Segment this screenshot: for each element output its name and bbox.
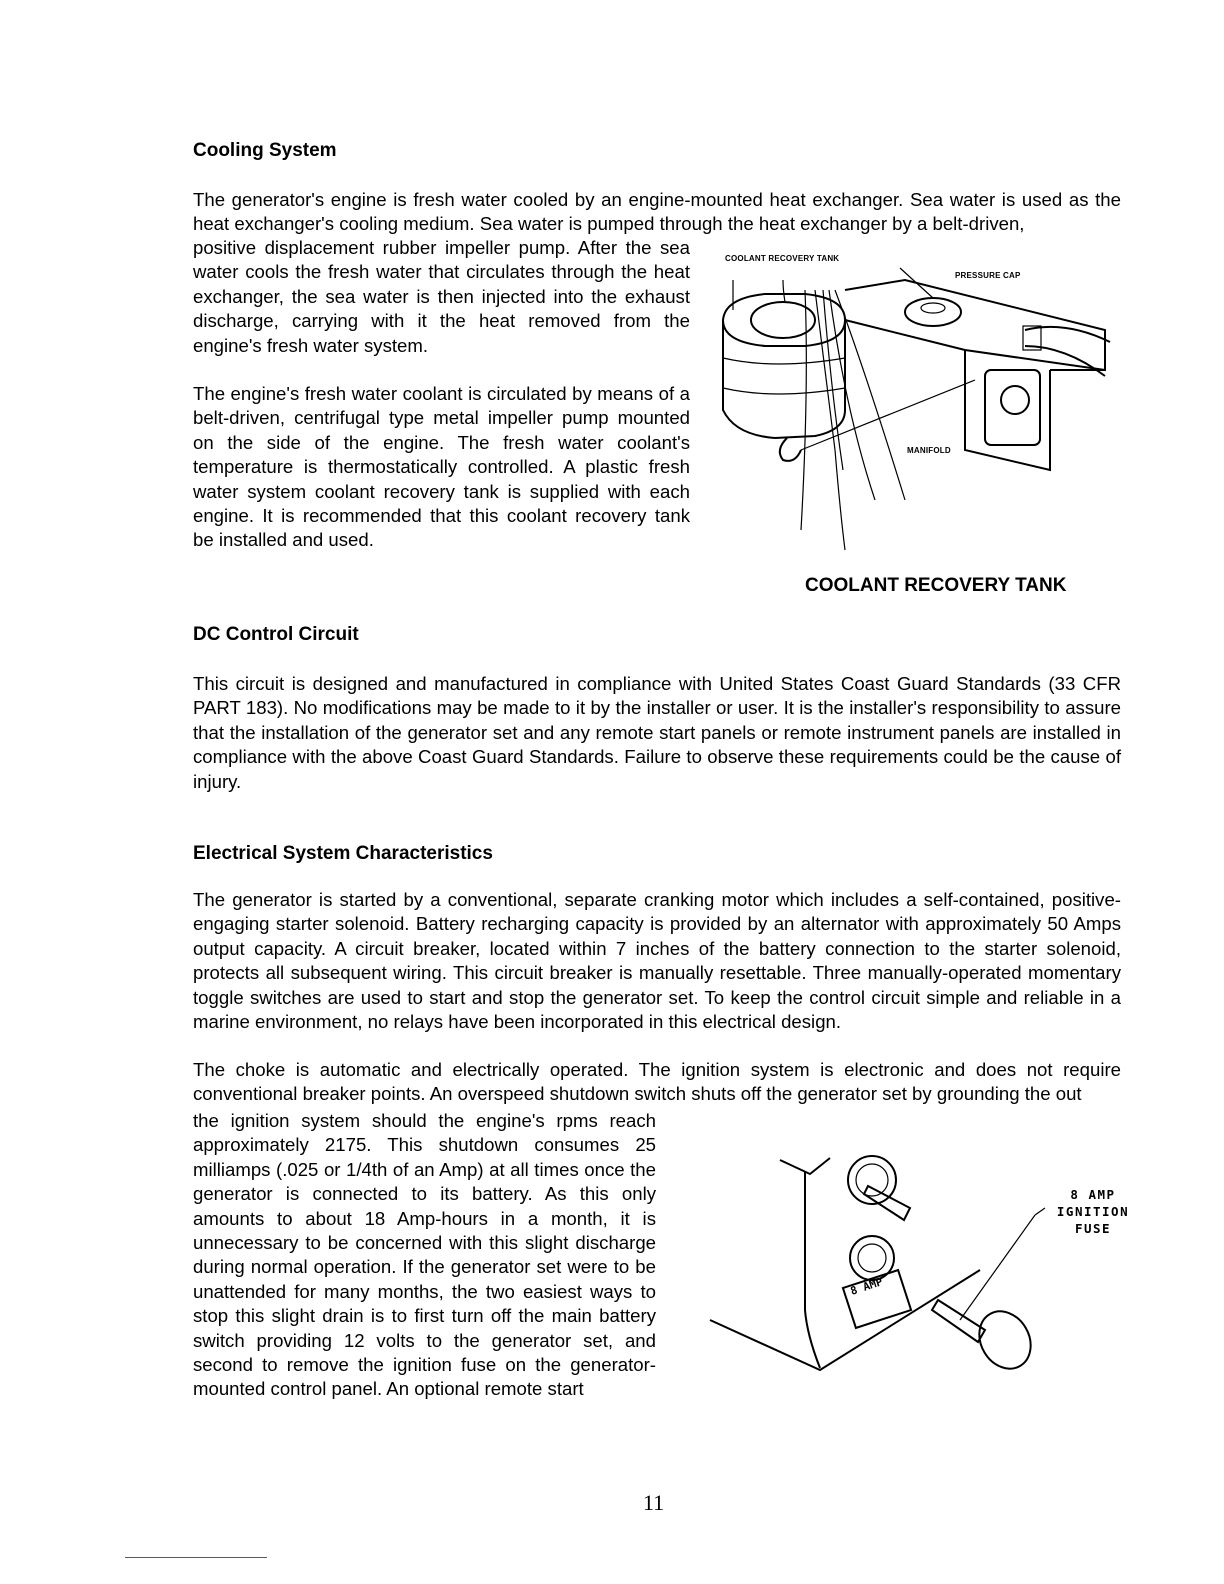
fuse-leader: [960, 1215, 1035, 1320]
fuse-callout-line-3: FUSE: [1074, 1221, 1112, 1236]
dc-heading: DC Control Circuit: [193, 624, 359, 645]
manifold-top: [845, 280, 1105, 370]
housing-bolt: [1001, 386, 1029, 414]
label-manifold: MANIFOLD: [907, 446, 951, 455]
cooling-intro: The generator's engine is fresh water cooled by an engine-mounted heat exchanger. Sea water is used as the heat exchanger's cooling medium. Sea water is pumped through the heat exchanger by a belt-driven,: [193, 189, 1121, 235]
cooling-heading: Cooling System: [193, 140, 337, 161]
coolant-tank-drawing: [705, 250, 1120, 570]
cap-leader: [900, 268, 933, 298]
electrical-para-2-full: The choke is automatic and electrically operated. The ignition system is electronic and does not require conventional breaker points. An overspeed shutdown switch shuts off the generator set by grounding the out: [193, 1059, 1121, 1105]
fuse-callout-line-1: 8 AMP: [1070, 1187, 1116, 1202]
label-coolant-tank: COOLANT RECOVERY TANK: [725, 254, 840, 263]
fuse-plate-text: 8 AMP: [848, 1275, 885, 1298]
fuse-cap: [969, 1302, 1041, 1378]
panel-edge: [805, 1172, 820, 1368]
pressure-cap-center: [921, 303, 945, 313]
tank-hose: [780, 438, 801, 461]
fuse-callout: [1038, 1186, 1148, 1237]
toggle-switch-inner: [856, 1164, 888, 1196]
tank-ribs: [723, 358, 845, 394]
manifold-face: [965, 350, 1050, 470]
footer-rule: [125, 1557, 267, 1558]
ignition-fuse-figure: [700, 1150, 1160, 1380]
electrical-heading: Electrical System Characteristics: [193, 843, 493, 864]
label-pressure-cap: PRESSURE CAP: [955, 271, 1021, 280]
fuse-holder-inner: [858, 1244, 886, 1272]
pressure-cap: [905, 298, 961, 326]
hoses: [801, 290, 905, 550]
panel-bottom: [710, 1270, 980, 1370]
thermostat-housing: [985, 370, 1040, 445]
fuse-body: [932, 1300, 985, 1342]
electrical-para-2-narrow: the ignition system should the engine's rpms reach approximately 2175. This shutdown consumes 25 milliamps (.025 or 1/4th of an Amp) at all times once the generator is connected to its battery. As this only amounts to about 18 Amp-hours in a month, it is unnecessary to be concerned with this slight discharge during normal operation. If the generator set were to be unattended for many months, the two easiest ways to stop this slight drain is to first turn off the main battery switch providing 12 volts to the generator set, and second to remove the ignition fuse on the generator-mounted control panel. An optional remote start: [193, 1110, 656, 1400]
cooling-para-1: positive displacement rubber impeller pump. After the sea water cools the fresh water that circulates through the heat exchanger, the sea water is then injected into the exhaust discharge, carrying with it the heat removed from the engine's fresh water system.: [193, 237, 690, 356]
panel-corner: [780, 1158, 830, 1174]
cooling-para-2: The engine's fresh water coolant is circulated by means of a belt-driven, centrifugal type metal impeller pump mounted on the side of the engine. The fresh water coolant's temperature is thermostatically controlled. A plastic fresh water system coolant recovery tank is supplied with each engine. It is recommended that this coolant recovery tank be installed and used.: [193, 383, 690, 551]
page-number: 11: [643, 1490, 665, 1515]
dc-text: This circuit is designed and manufactured in compliance with United States Coast Guard Standards (33 CFR PART 183). No modifications may be made to it by the installer or user. It is the installer's responsibility to assure that the installation of the generator set and any remote start panels or remote instrument panels are installed in compliance with the above Coast Guard Standards. Failure to observe these requirements could be the cause of injury.: [193, 673, 1121, 792]
coolant-figure-caption: COOLANT RECOVERY TANK: [805, 575, 1067, 596]
fuse-panel-drawing: [700, 1150, 1160, 1380]
electrical-para-1: The generator is started by a conventional, separate cranking motor which includes a self-contained, positive-engaging starter solenoid. Battery recharging capacity is provided by an alternator with approximately 50 Amps output capacity. A circuit breaker, located within 7 inches of the battery connection to the starter solenoid, protects all subsequent wiring. This circuit breaker is manually resettable. Three manually-operated momentary toggle switches are used to start and stop the generator set. To keep the control circuit simple and reliable in a marine environment, no relays have been incorporated in this electrical design.: [193, 889, 1121, 1033]
fuse-callout-line-2: IGNITION: [1056, 1204, 1130, 1219]
coolant-tank-figure: [705, 250, 1120, 570]
